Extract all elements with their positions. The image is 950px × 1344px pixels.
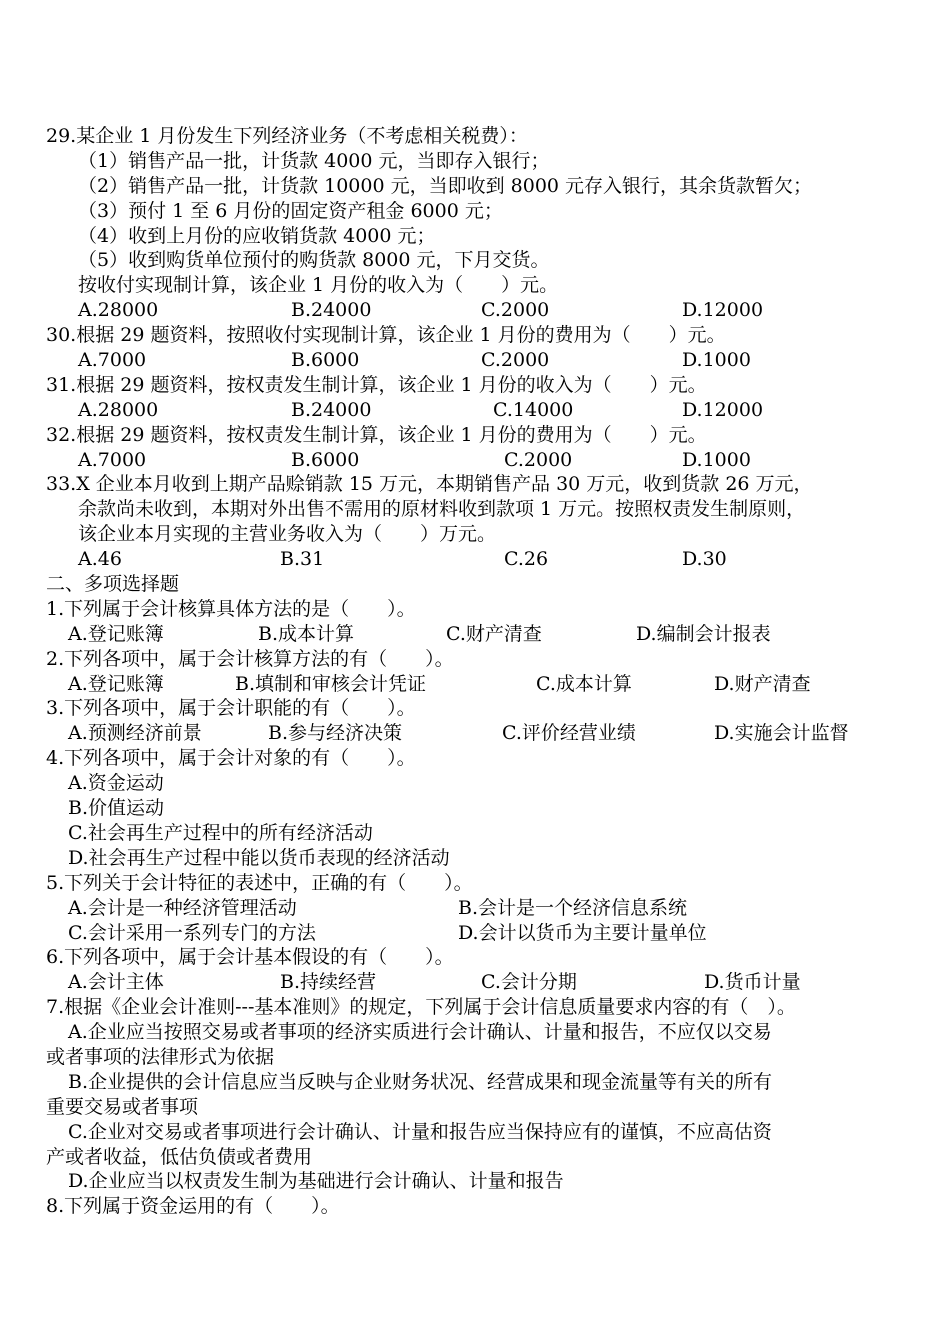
m7-option-a-line-2: 或者事项的法律形式为依据 bbox=[46, 1045, 275, 1068]
m5-option-c: C.会计采用一系列专门的方法 bbox=[68, 921, 316, 944]
m4-stem: 4.下列各项中，属于会计对象的有（ ）。 bbox=[46, 747, 416, 770]
q32-option-a: A.7000 bbox=[78, 448, 147, 471]
m4-option-d: D.社会再生产过程中能以货币表现的经济活动 bbox=[68, 846, 450, 869]
q32-stem: 32.根据 29 题资料，按权责发生制计算，该企业 1 月份的费用为（ ）元。 bbox=[46, 423, 707, 446]
m3-option-d: D.实施会计监督 bbox=[714, 722, 849, 745]
q33-stem-line-3: 该企业本月实现的主营业务收入为（ ）万元。 bbox=[78, 523, 497, 546]
q31-option-b: B.24000 bbox=[291, 398, 372, 421]
m7-option-c-line-2: 产或者收益，低估负债或者费用 bbox=[46, 1145, 313, 1168]
q31-option-c: C.14000 bbox=[493, 398, 574, 421]
m1-option-c: C.财产清查 bbox=[446, 622, 542, 645]
q29-options bbox=[46, 298, 916, 323]
m6-option-d: D.货币计量 bbox=[704, 971, 801, 994]
m4-option-a: A.资金运动 bbox=[68, 772, 164, 795]
section-title: 二、多项选择题 bbox=[46, 573, 180, 596]
q33-options bbox=[46, 547, 916, 572]
m7-option-c-line-1: C.企业对交易或者事项进行会计确认、计量和报告应当保持应有的谨慎，不应高估资 bbox=[68, 1120, 772, 1143]
q29-item-1: （1）销售产品一批，计货款 4000 元，当即存入银行； bbox=[78, 149, 550, 172]
q31-option-d: D.12000 bbox=[682, 398, 764, 421]
q33-option-a: A.46 bbox=[78, 548, 122, 571]
q31-stem: 31.根据 29 题资料，按权责发生制计算，该企业 1 月份的收入为（ ）元。 bbox=[46, 373, 707, 396]
m2-option-a: A.登记账簿 bbox=[68, 672, 164, 695]
m7-stem: 7.根据《企业会计准则---基本准则》的规定，下列属于会计信息质量要求内容的有（ ）。 bbox=[46, 996, 796, 1019]
m5-option-a: A.会计是一种经济管理活动 bbox=[68, 896, 297, 919]
m7-option-b-line-2: 重要交易或者事项 bbox=[46, 1095, 199, 1118]
m6-stem: 6.下列各项中，属于会计基本假设的有（ ）。 bbox=[46, 946, 454, 969]
m6-option-c: C.会计分期 bbox=[481, 971, 577, 994]
m7-option-d: D.企业应当以权责发生制为基础进行会计确认、计量和报告 bbox=[68, 1170, 564, 1193]
m1-options bbox=[46, 622, 916, 647]
m3-option-b: B.参与经济决策 bbox=[268, 722, 403, 745]
m2-option-d: D.财产清查 bbox=[714, 672, 811, 695]
m3-options bbox=[46, 721, 916, 746]
m1-stem: 1.下列属于会计核算具体方法的是（ ）。 bbox=[46, 597, 416, 620]
q29-option-a: A.28000 bbox=[78, 299, 159, 322]
m7-option-b-line-1: B.企业提供的会计信息应当反映与企业财务状况、经营成果和现金流量等有关的所有 bbox=[68, 1070, 773, 1093]
q33-stem-line-1: 33.X 企业本月收到上期产品赊销款 15 万元，本期销售产品 30 万元，收到货款 26 万元， bbox=[46, 473, 813, 496]
m4-option-b: B.价值运动 bbox=[68, 797, 165, 820]
m6-option-b: B.持续经营 bbox=[280, 971, 377, 994]
m1-option-b: B.成本计算 bbox=[258, 622, 355, 645]
m2-options bbox=[46, 672, 916, 697]
m1-option-d: D.编制会计报表 bbox=[636, 622, 771, 645]
q32-options bbox=[46, 448, 916, 473]
q30-stem: 30.根据 29 题资料，按照收付实现制计算，该企业 1 月份的费用为（ ）元。 bbox=[46, 324, 726, 347]
m3-option-a: A.预测经济前景 bbox=[68, 722, 202, 745]
q33-option-d: D.30 bbox=[682, 548, 727, 571]
m8-stem: 8.下列属于资金运用的有（ ）。 bbox=[46, 1195, 340, 1218]
q29-option-d: D.12000 bbox=[682, 299, 764, 322]
m3-stem: 3.下列各项中，属于会计职能的有（ ）。 bbox=[46, 697, 416, 720]
q32-option-c: C.2000 bbox=[504, 448, 573, 471]
m3-option-c: C.评价经营业绩 bbox=[502, 722, 636, 745]
q31-options bbox=[46, 398, 916, 423]
m6-option-a: A.会计主体 bbox=[68, 971, 164, 994]
m1-option-a: A.登记账簿 bbox=[68, 622, 164, 645]
q29-stem: 29.某企业 1 月份发生下列经济业务（不考虑相关税费）： bbox=[46, 125, 528, 147]
m2-option-c: C.成本计算 bbox=[536, 672, 632, 695]
m4-option-c: C.社会再生产过程中的所有经济活动 bbox=[68, 821, 373, 844]
q29-item-3: （3）预付 1 至 6 月份的固定资产租金 6000 元； bbox=[78, 199, 503, 222]
q29-item-4: （4）收到上月份的应收销货款 4000 元； bbox=[78, 224, 436, 247]
m5-options-row-2 bbox=[46, 921, 916, 946]
q29-option-b: B.24000 bbox=[291, 299, 372, 322]
m5-option-d: D.会计以货币为主要计量单位 bbox=[458, 921, 707, 944]
q30-option-d: D.1000 bbox=[682, 349, 751, 372]
q32-option-d: D.1000 bbox=[682, 448, 751, 471]
q29-option-c: C.2000 bbox=[481, 299, 550, 322]
q29-question: 按收付实现制计算，该企业 1 月份的收入为（ ）元。 bbox=[78, 274, 559, 297]
q30-option-c: C.2000 bbox=[481, 349, 550, 372]
document-page bbox=[46, 124, 916, 1219]
q33-option-c: C.26 bbox=[504, 548, 549, 571]
m5-options-row-1 bbox=[46, 896, 916, 921]
q29-item-2: （2）销售产品一批，计货款 10000 元，当即收到 8000 元存入银行，其余货款暂欠； bbox=[78, 174, 813, 197]
m5-stem: 5.下列关于会计特征的表述中，正确的有（ ）。 bbox=[46, 871, 473, 894]
m6-options bbox=[46, 970, 916, 995]
q30-option-b: B.6000 bbox=[291, 349, 360, 372]
q33-stem-line-2: 余款尚未收到，本期对外出售不需用的原材料收到款项 1 万元。按照权责发生制原则， bbox=[78, 498, 806, 521]
q31-option-a: A.28000 bbox=[78, 398, 159, 421]
m7-option-a-line-1: A.企业应当按照交易或者事项的经济实质进行会计确认、计量和报告，不应仅以交易 bbox=[68, 1021, 772, 1044]
m5-option-b: B.会计是一个经济信息系统 bbox=[458, 896, 688, 919]
q32-option-b: B.6000 bbox=[291, 448, 360, 471]
q29-item-5: （5）收到购货单位预付的购货款 8000 元，下月交货。 bbox=[78, 249, 550, 272]
q33-option-b: B.31 bbox=[280, 548, 325, 571]
m2-option-b: B.填制和审核会计凭证 bbox=[235, 672, 427, 695]
m2-stem: 2.下列各项中，属于会计核算方法的有（ ）。 bbox=[46, 647, 454, 670]
q30-options bbox=[46, 348, 916, 373]
q30-option-a: A.7000 bbox=[78, 349, 147, 372]
